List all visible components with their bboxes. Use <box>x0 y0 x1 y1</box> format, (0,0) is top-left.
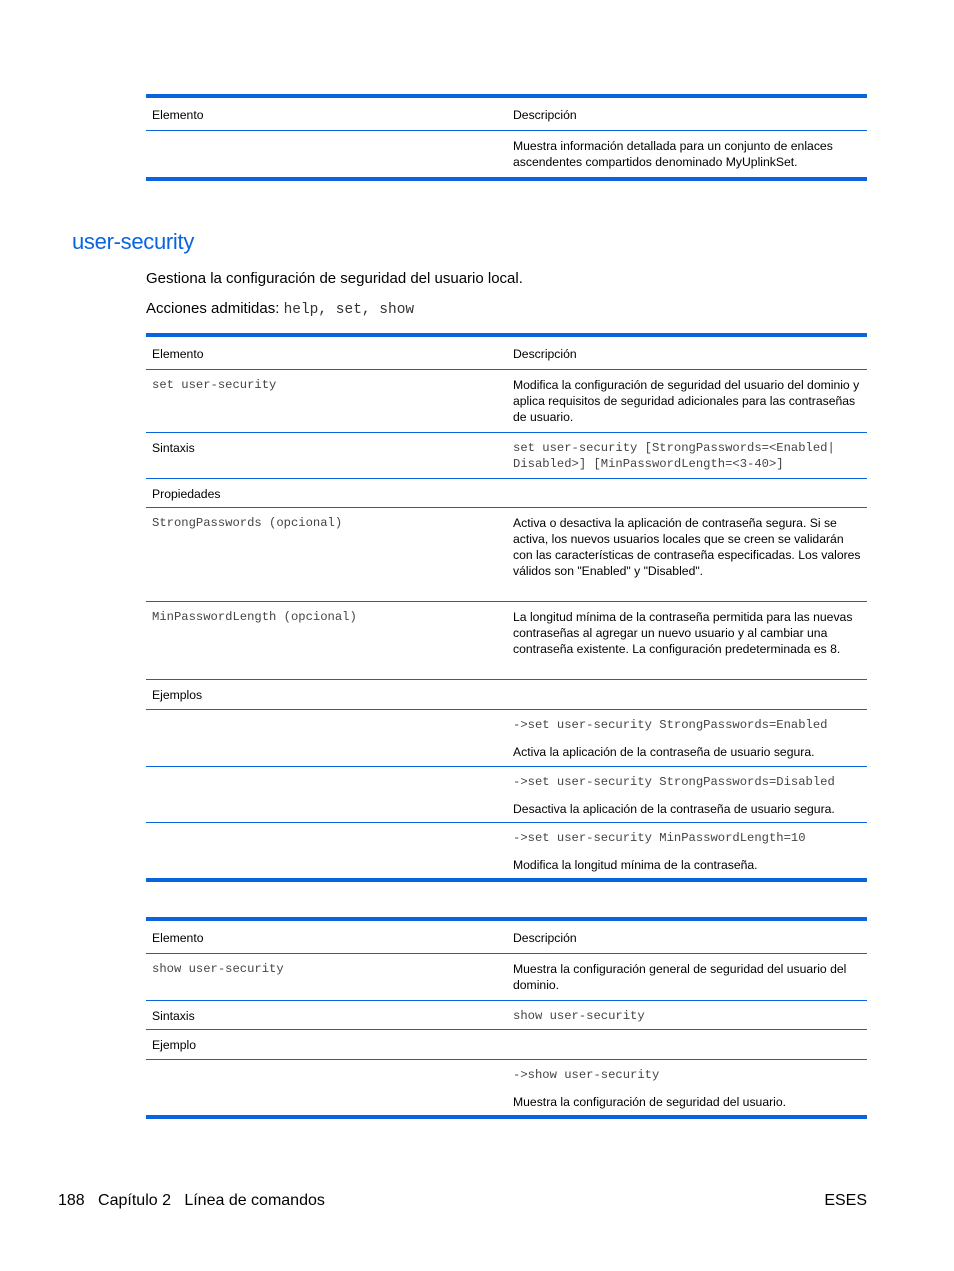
table-row-properties-heading <box>146 478 867 507</box>
chapter-title: Línea de comandos <box>184 1192 325 1209</box>
example-label: Ejemplo <box>152 1038 197 1052</box>
table-row-example <box>146 822 867 878</box>
syntax-label: Sintaxis <box>152 1009 195 1023</box>
header-element: Elemento <box>152 347 204 361</box>
syntax-value: show user-security <box>513 1009 645 1023</box>
header-description: Descripción <box>513 108 577 122</box>
syntax-line-1: set user-security [StrongPasswords=<Enabled| <box>513 441 835 455</box>
section-title: user-security <box>72 229 195 254</box>
table-set-user-security <box>146 333 867 882</box>
command-name: set user-security <box>152 378 277 392</box>
table-row-example <box>146 1059 867 1115</box>
table-header <box>146 337 867 370</box>
example-command: ->show user-security <box>513 1068 660 1082</box>
table-header <box>146 98 867 131</box>
table-row-command <box>146 370 867 432</box>
example-description: Muestra la configuración de seguridad del usuario. <box>513 1095 787 1109</box>
example-command: ->set user-security StrongPasswords=Disabled <box>513 775 835 789</box>
example-description: Modifica la longitud mínima de la contraseña. <box>513 858 758 872</box>
header-element: Elemento <box>152 931 204 945</box>
supported-actions <box>146 300 414 318</box>
table-row-example-heading <box>146 1029 867 1059</box>
examples-label: Ejemplos <box>152 688 203 702</box>
property-description: Activa o desactiva la aplicación de contraseña segura. Si se activa, los nuevos usuarios locales que se creen se validarán con las características de contraseña especificadas. Los valores válidos son "Enabled" y "Disabled". <box>513 516 861 578</box>
table-row-property <box>146 507 867 601</box>
page-number: 188 <box>58 1192 85 1209</box>
example-command: ->set user-security MinPasswordLength=10 <box>513 831 806 845</box>
row-description: Muestra información detallada para un conjunto de enlaces ascendentes compartidos denominado MyUplinkSet. <box>513 139 833 169</box>
actions-label: Acciones admitidas <box>146 300 276 317</box>
chapter-label: Capítulo 2 <box>98 1192 171 1209</box>
header-description: Descripción <box>513 931 577 945</box>
table-row-command <box>146 954 867 1000</box>
properties-label: Propiedades <box>152 487 221 501</box>
example <box>507 823 867 878</box>
example <box>507 710 867 766</box>
table-row-syntax <box>146 432 867 478</box>
example-description: Desactiva la aplicación de la contraseña de usuario segura. <box>513 802 835 816</box>
actions-values: help, set, show <box>283 302 415 318</box>
syntax-line-2: Disabled>] [MinPasswordLength=<3-40>] <box>513 457 784 471</box>
syntax-label: Sintaxis <box>152 441 195 455</box>
example <box>507 767 867 822</box>
header-element: Elemento <box>152 108 204 122</box>
header-description: Descripción <box>513 347 577 361</box>
table-header <box>146 921 867 954</box>
property-name: StrongPasswords (opcional) <box>152 516 343 530</box>
property-description: La longitud mínima de la contraseña permitida para las nuevas contraseñas al agregar un nuevo usuario y al cambiar una contraseña existente. La configuración predeterminada es 8. <box>513 610 853 656</box>
footer-locale: ESES <box>824 1192 867 1209</box>
command-description: Modifica la configuración de seguridad del usuario del dominio y aplica requisitos de seguridad adicionales para las contraseñas de usuario. <box>513 378 860 424</box>
example-description: Activa la aplicación de la contraseña de usuario segura. <box>513 745 815 759</box>
table-show-user-security <box>146 917 867 1119</box>
table-row-property <box>146 601 867 679</box>
command-name: show user-security <box>152 962 284 976</box>
table-row-example <box>146 766 867 822</box>
table-row-syntax <box>146 1000 867 1029</box>
table-row <box>146 131 867 177</box>
table-top <box>146 94 867 181</box>
section-intro: Gestiona la configuración de seguridad del usuario local. <box>146 270 523 287</box>
page-footer <box>58 1192 325 1210</box>
syntax-value <box>507 433 867 478</box>
row-element <box>146 131 507 177</box>
actions-separator: : <box>275 300 280 317</box>
table-row-example <box>146 709 867 766</box>
example-command: ->set user-security StrongPasswords=Enabled <box>513 718 828 732</box>
table-row-examples-heading <box>146 679 867 709</box>
property-name: MinPasswordLength (opcional) <box>152 610 357 624</box>
example <box>507 1060 867 1115</box>
command-description: Muestra la configuración general de seguridad del usuario del dominio. <box>513 962 847 992</box>
